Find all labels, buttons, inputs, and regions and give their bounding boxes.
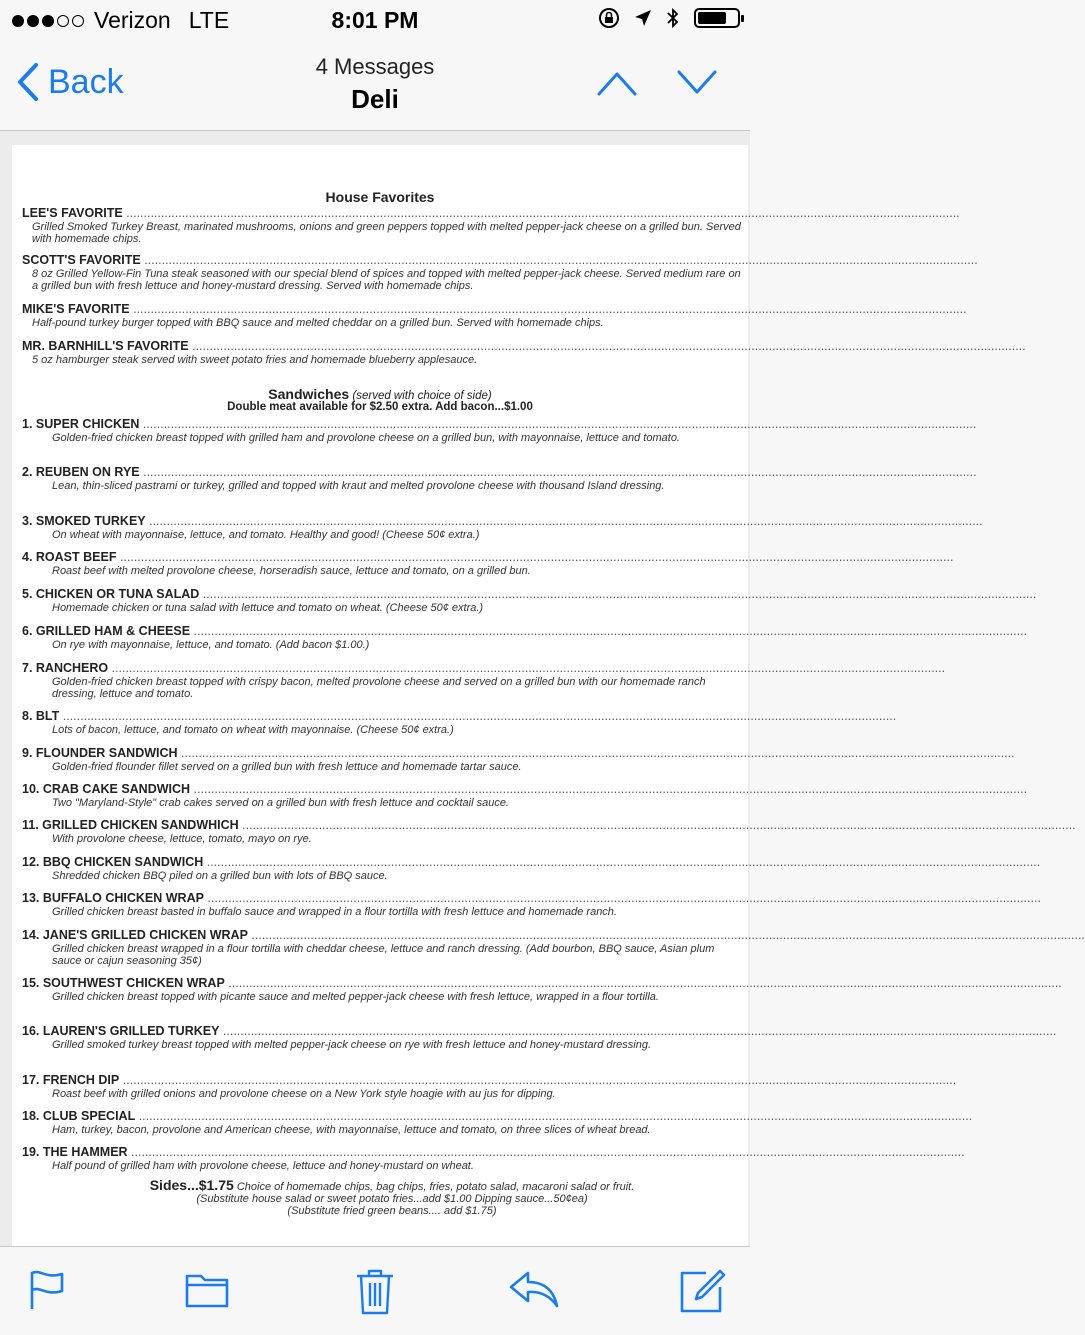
menu-item: 12. BBQ CHICKEN SANDWICH ..... Shredded chicken BBQ piled on a grilled bun with lots of BBQ sauce. <box>22 855 742 882</box>
battery-icon <box>694 8 740 28</box>
compose-icon[interactable] <box>680 1269 726 1313</box>
menu-item: 9. FLOUNDER SANDWICH ..... Golden-fried flounder fillet served on a grilled bun with fresh lettuce and homemade tartar sauce. <box>22 746 742 773</box>
menu-item: 10. CRAB CAKE SANDWICH ..... Two "Maryland-Style" crab cakes served on a grilled bun with fresh lettuce and cocktail sauce. <box>22 782 742 809</box>
rotation-lock-icon <box>598 7 620 29</box>
menu-item: 18. CLUB SPECIAL ..... Ham, turkey, bacon, provolone and American cheese, with mayonnaise, lettuce and tomato, on three slices of wheat bread. <box>22 1109 742 1136</box>
back-label: Back <box>48 62 124 101</box>
sides-desc: Choice of homemade chips, bag chips, fries, potato salad, macaroni salad or fruit. <box>236 1181 635 1193</box>
trash-icon[interactable] <box>355 1269 395 1315</box>
previous-message-button[interactable] <box>596 68 638 98</box>
location-icon <box>634 9 652 27</box>
sides-sub-note-2: (Substitute fried green beans.... add $1.75) <box>287 1205 497 1217</box>
bottom-toolbar <box>0 1246 750 1335</box>
menu-item: 7. RANCHERO ..... Golden-fried chicken breast topped with crispy bacon, melted provolone cheese and served on a grilled bun with our homemade ranch dressing, lettuce and tomato. <box>22 661 742 700</box>
menu-item: 17. FRENCH DIP ..... Roast beef with grilled onions and provolone cheese on a New York style hoagie with au jus for dipping. <box>22 1073 742 1100</box>
bluetooth-icon <box>666 6 680 30</box>
menu-item: 2. REUBEN ON RYE ..... Lean, thin-sliced pastrami or turkey, grilled and topped with kraut and melted provolone cheese with thousand Island dressing. <box>22 465 742 492</box>
menu-item: 13. BUFFALO CHICKEN WRAP ..... Grilled chicken breast basted in buffalo sauce and wrapped in a flour tortilla with fresh lettuce and homemade ranch. <box>22 891 742 918</box>
status-bar <box>0 0 750 40</box>
menu-item: MR. BARNHILL'S FAVORITE ..... 5 oz hamburger steak served with sweet potato fries and homemade blueberry applesauce. <box>22 339 742 366</box>
menu-item: LEE'S FAVORITE ..... Grilled Smoked Turkey Breast, marinated mushrooms, onions and green peppers topped with melted pepper-jack cheese on a grilled bun. Served with homemade chips. <box>22 206 742 245</box>
menu-item: 16. LAUREN'S GRILLED TURKEY ..... Grilled smoked turkey breast topped with melted pepper-jack cheese on rye with fresh lettuce and honey-mustard dressing. <box>22 1024 742 1051</box>
menu-item: 4. ROAST BEEF ..... Roast beef with melted provolone cheese, horseradish sauce, lettuce and tomato, on a grilled bun. <box>22 550 742 577</box>
reply-icon[interactable] <box>508 1269 560 1309</box>
sides-info <box>72 1179 712 1217</box>
sandwiches-heading <box>12 386 748 402</box>
sandwiches-note: (served with choice of side) <box>352 390 492 402</box>
house-favorites-title: House Favorites <box>325 189 435 205</box>
menu-item: 8. BLT ..... Lots of bacon, lettuce, and tomato on wheat with mayonnaise. (Cheese 50¢ extra.) <box>22 709 742 736</box>
menu-item: 3. SMOKED TURKEY ..... On wheat with mayonnaise, lettuce, and tomato. Healthy and good! (Cheese 50¢ extra.) <box>22 514 742 541</box>
menu-item: 15. SOUTHWEST CHICKEN WRAP ..... Grilled chicken breast topped with picante sauce and melted pepper-jack cheese with fresh lettuce, wrapped in a flour tortilla. <box>22 976 742 1003</box>
folder-icon[interactable] <box>185 1269 229 1309</box>
message-count: 4 Messages <box>315 54 435 79</box>
menu-item: 6. GRILLED HAM & CHEESE ..... On rye with mayonnaise, lettuce, and tomato. (Add bacon $1.00.) <box>22 624 742 651</box>
network-label: LTE <box>188 7 230 33</box>
menu-item: 5. CHICKEN OR TUNA SALAD ..... Homemade chicken or tuna salad with lettuce and tomato on wheat. (Cheese 50¢ extra.) <box>22 587 742 614</box>
menu-item: MIKE'S FAVORITE ..... Half-pound turkey burger topped with BBQ sauce and melted cheddar on a grilled bun. Served with homemade chips. <box>22 302 742 329</box>
message-body[interactable] <box>0 131 750 1246</box>
sides-sub-note-1: (Substitute house salad or sweet potato fries...add $1.00 Dipping sauce...50¢ea) <box>196 1193 588 1205</box>
carrier-label: Verizon <box>94 7 171 33</box>
sandwiches-title: Sandwiches <box>268 386 350 402</box>
next-message-button[interactable] <box>676 68 718 98</box>
double-meat-note: Double meat available for $2.50 extra. Add bacon...$1.00 <box>227 401 533 413</box>
menu-item: 1. SUPER CHICKEN ..... Golden-fried chicken breast topped with grilled ham and provolone cheese on a grilled bun, with mayonnaise, lettuce and tomato. <box>22 417 742 444</box>
menu-item: 19. THE HAMMER ..... Half pound of grilled ham with provolone cheese, lettuce and honey-mustard on wheat. <box>22 1145 742 1172</box>
menu-item: SCOTT'S FAVORITE ..... 8 oz Grilled Yellow-Fin Tuna steak seasoned with our special blend of spices and topped with melted pepper-jack cheese. Served medium rare on a grilled bun with fresh lettuce and honey-mustard dressing. Served with homemade chips. <box>22 253 742 292</box>
sides-label: Sides...$1.75 <box>149 1177 234 1193</box>
menu-item: 14. JANE'S GRILLED CHICKEN WRAP ..... Grilled chicken breast wrapped in a flour tortilla with cheddar cheese, lettuce and ranch dressing. (Add bourbon, BBQ sauce, Asian plum sauce or cajun seasoning 35¢) <box>22 928 742 967</box>
menu-item: 11. GRILLED CHICKEN SANDWHICH ..... With provolone cheese, lettuce, tomato, mayo on rye. <box>22 818 742 845</box>
menu-image <box>12 145 748 1246</box>
clock: 8:01 PM <box>331 7 419 33</box>
flag-icon[interactable] <box>28 1269 68 1311</box>
navigation-bar <box>0 40 750 131</box>
page-title: Deli <box>351 84 399 114</box>
